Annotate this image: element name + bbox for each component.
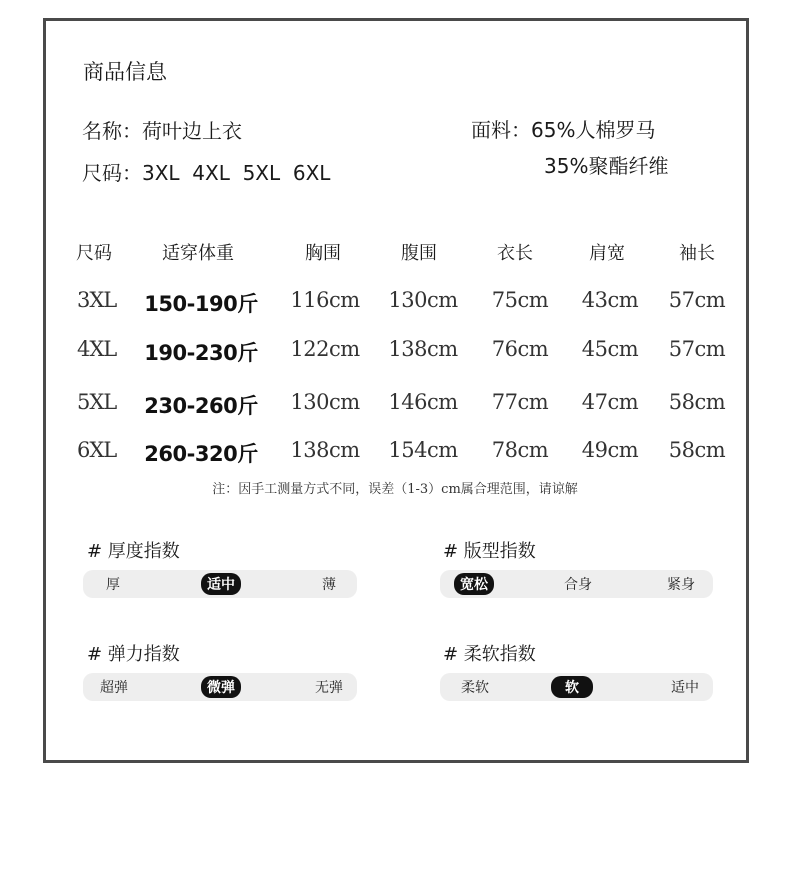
table-header-cell: 衣长 (497, 243, 533, 264)
section-title: 商品信息 (83, 60, 167, 84)
size-value: 3XL 4XL 5XL 6XL (142, 161, 331, 185)
waist-cell: 130cm (388, 288, 458, 312)
measurement-note: 注：因手工测量方式不同，误差（1-3）cm属合理范围，请谅解 (212, 482, 578, 497)
index-title: # 柔软指数 (443, 644, 536, 665)
weight-cell: 190-230斤 (144, 341, 258, 365)
size-cell: 6XL (77, 438, 117, 462)
index-option-selected: 软 (551, 676, 593, 698)
table-header-cell: 肩宽 (589, 243, 625, 264)
index-option: 无弹 (315, 680, 343, 696)
sleeve-cell: 57cm (668, 288, 726, 312)
waist-cell: 154cm (388, 438, 458, 462)
index-title: # 厚度指数 (87, 541, 180, 562)
length-cell: 77cm (491, 390, 549, 414)
fabric-line-2: 35%聚酯纤维 (544, 154, 669, 178)
name-value: 荷叶边上衣 (142, 119, 242, 143)
table-header-cell: 胸围 (305, 243, 341, 264)
index-option-selected: 适中 (201, 573, 241, 595)
index-title: # 弹力指数 (87, 644, 180, 665)
index-option: 薄 (322, 577, 336, 593)
size-cell: 3XL (77, 288, 117, 312)
size-cell: 5XL (77, 390, 117, 414)
size-cell: 4XL (77, 337, 117, 361)
index-option-selected: 宽松 (454, 573, 494, 595)
sleeve-cell: 58cm (668, 390, 726, 414)
index-title: # 版型指数 (443, 541, 536, 562)
index-bar (440, 570, 713, 598)
fabric-row (471, 114, 655, 143)
name-label: 名称： (82, 119, 142, 143)
index-option: 柔软 (461, 680, 489, 696)
waist-cell: 138cm (388, 337, 458, 361)
index-bar (440, 673, 713, 701)
chest-cell: 130cm (290, 390, 360, 414)
weight-cell: 260-320斤 (144, 442, 258, 466)
size-label: 尺码： (82, 161, 142, 185)
length-cell: 78cm (491, 438, 549, 462)
length-cell: 75cm (491, 288, 549, 312)
size-row (82, 157, 330, 186)
table-header-cell: 尺码 (76, 243, 112, 264)
name-row (82, 115, 242, 144)
weight-cell: 230-260斤 (144, 394, 258, 418)
index-option: 适中 (671, 680, 699, 696)
shoulder-cell: 49cm (581, 438, 639, 462)
waist-cell: 146cm (388, 390, 458, 414)
fabric-label: 面料： (471, 118, 531, 142)
index-option: 厚 (106, 577, 120, 593)
chest-cell: 116cm (290, 288, 360, 312)
index-option-selected: 微弹 (201, 676, 241, 698)
chest-cell: 122cm (290, 337, 360, 361)
table-header-cell: 腹围 (401, 243, 437, 264)
shoulder-cell: 43cm (581, 288, 639, 312)
index-bar (83, 570, 357, 598)
weight-cell: 150-190斤 (144, 292, 258, 316)
table-header-cell: 适穿体重 (162, 243, 234, 264)
index-option: 合身 (564, 577, 592, 593)
shoulder-cell: 47cm (581, 390, 639, 414)
shoulder-cell: 45cm (581, 337, 639, 361)
index-option: 超弹 (100, 680, 128, 696)
index-option: 紧身 (667, 577, 695, 593)
chest-cell: 138cm (290, 438, 360, 462)
sleeve-cell: 57cm (668, 337, 726, 361)
length-cell: 76cm (491, 337, 549, 361)
sleeve-cell: 58cm (668, 438, 726, 462)
fabric-line-1: 65%人棉罗马 (531, 118, 656, 142)
index-bar (83, 673, 357, 701)
table-header-cell: 袖长 (679, 243, 715, 264)
